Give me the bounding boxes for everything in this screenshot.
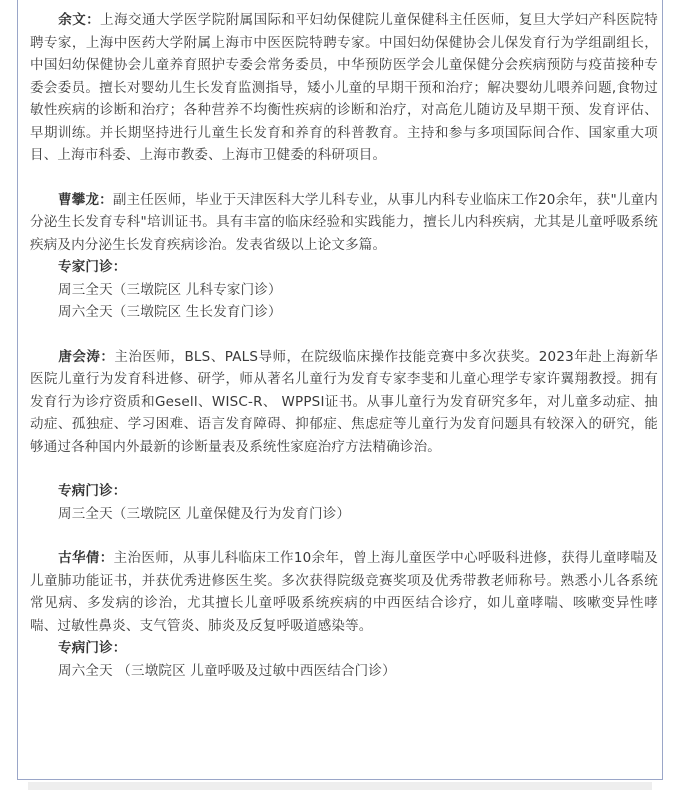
clinic-schedule: 周三全天（三墩院区 儿童保健及行为发育门诊） <box>58 505 351 522</box>
doctor-description: 主治医师，BLS、PALS导师，在院级临床操作技能竞赛中多次获奖。2023年赴上海新华医院儿童行为发育科进修、研学，师从著名儿童行为发育专家李斐和儿童心理学专家许翼翔教授。拥有发育行为诊疗资质和Gesell、WISC-R、 WPPSI证书。从事儿童行为发育研究多年，对儿童多动症、抽动症、孤独症、学习困难、语言发育障碍、抑郁症、焦虑症等儿童行为发育问题具有较深入的研究，能够通过各种国内外最新的诊断量表及系统性家庭治疗方法精确诊治。 <box>30 348 658 455</box>
doctor-bio <box>30 9 658 167</box>
clinic-schedule: 周六全天 （三墩院区 儿童呼吸及过敏中西医结合门诊） <box>58 662 396 679</box>
doctor-description: 主治医师，从事儿科临床工作10余年，曾上海儿童医学中心呼吸科进修，获得儿童哮喘及儿童肺功能证书，并获优秀进修医生奖。多次获得院级竞赛奖项及优秀带教老师称号。熟悉小儿各系统常见病、多发病的诊治，尤其擅长儿童呼吸系统疾病的中西医结合诊疗，如儿童哮喘、咳嗽变异性哮喘、过敏性鼻炎、支气管炎、肺炎及反复呼吸道感染等。 <box>30 550 658 634</box>
clinic-schedule: 周六全天（三墩院区 生长发育门诊） <box>58 304 282 320</box>
doctor-name: 古华倩： <box>58 550 114 566</box>
doctor-name: 余文： <box>58 12 101 28</box>
doctor-name: 唐会涛： <box>58 348 115 365</box>
doctor-profiles <box>30 9 658 682</box>
doctor-name: 曹攀龙： <box>58 191 113 208</box>
clinic-label: 专病门诊： <box>58 483 127 499</box>
doctor-bio <box>30 346 658 459</box>
doctor-bio <box>30 189 658 257</box>
clinic-label: 专病门诊： <box>58 640 127 656</box>
doctor-bio <box>30 547 658 637</box>
frame-shadow <box>28 782 652 790</box>
doctor-description: 副主任医师，毕业于天津医科大学儿科专业，从事儿内科专业临床工作20余年，获"儿童内分泌生长发育专科"培训证书。具有丰富的临床经验和实践能力，擅长儿内科疾病，尤其是儿童呼吸系统疾病及内分泌生长发育疾病诊治。发表省级以上论文多篇。 <box>30 191 658 253</box>
doctor-description: 上海交通大学医学院附属国际和平妇幼保健院儿童保健科主任医师，复旦大学妇产科医院特聘专家，上海中医药大学附属上海市中医医院特聘专家。中国妇幼保健协会儿保发育行为学组副组长，中国妇幼保健协会儿童养育照护专委会常务委员，中华预防医学会儿童保健分会疾病预防与疫苗接种专委会委员。擅长对婴幼儿生长发育监测指导，矮小儿童的早期干预和治疗；解决婴幼儿喂养问题,食物过敏性疾病的诊断和治疗；各种营养不均衡性疾病的诊断和治疗，对高危儿随访及早期干预、发育评估、早期训练。并长期坚持进行儿童生长发育和养育的科普教育。主持和参与多项国际间合作、国家重大项目、上海市科委、上海市教委、上海市卫健委的科研项目。 <box>30 12 659 163</box>
clinic-schedule: 周三全天（三墩院区 儿科专家门诊） <box>58 281 282 298</box>
clinic-label: 专家门诊： <box>58 259 127 275</box>
